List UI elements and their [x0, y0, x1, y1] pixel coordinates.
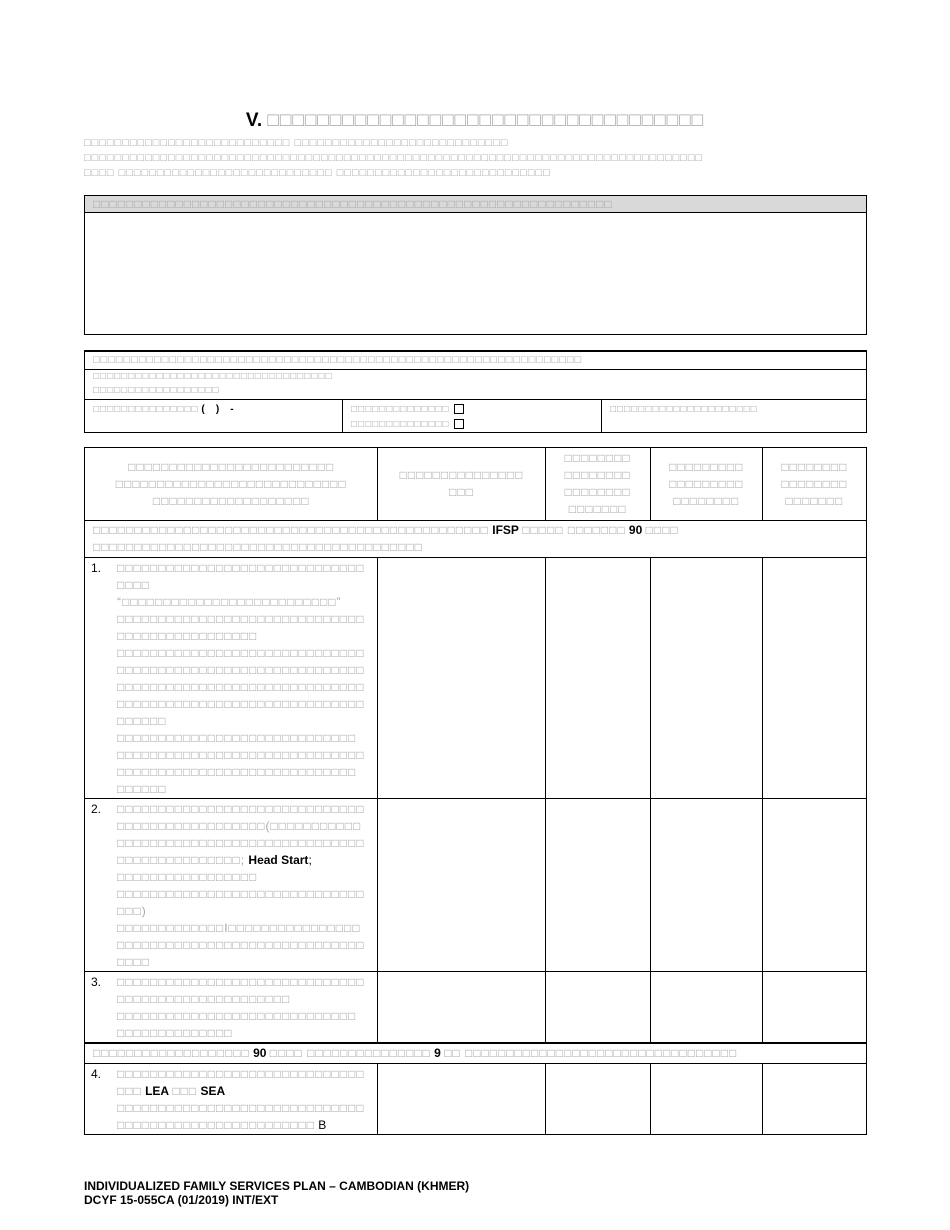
header-line: □□□□□□□□□□□□□□□	[399, 468, 524, 482]
contact-options	[343, 400, 602, 432]
step-line: □□□□□□□□□□□□□□□□□□□□□□□□□□□□□□	[117, 697, 365, 711]
step-line: □□□)	[117, 904, 147, 918]
step-line: □□□□□□□□□□□□□□□□□	[117, 629, 258, 643]
section-text: □□□□□□□□□□□□□□□□□□□	[93, 1046, 250, 1060]
option-label: □□□□□□□□□□□□□□	[351, 404, 450, 415]
step-line: □□□□□□□□□□□□□□□□□□□□□□□□□□□□□□	[117, 836, 365, 850]
header-line: □□□□□□□□□□□□□□□□□□□□□□□□□	[128, 459, 335, 474]
step-number: 4.	[91, 1067, 102, 1081]
header-line: □□□□□□□□	[673, 493, 740, 508]
option-label: □□□□□□□□□□□□□□	[351, 419, 450, 430]
contact-details-row	[85, 400, 866, 432]
contact-box	[84, 350, 867, 433]
table-cell[interactable]	[650, 972, 762, 1044]
option-checkbox[interactable]	[454, 404, 464, 414]
transition-steps-table	[84, 447, 867, 1135]
footer-form-title: INDIVIDUALIZED FAMILY SERVICES PLAN – CAMBODIAN (KHMER)	[84, 1179, 470, 1193]
section-row	[85, 521, 867, 558]
section-text: □□□□ □□□□□□□□□□□□□□□	[269, 1046, 431, 1060]
step-line: □□□□□□	[117, 714, 167, 728]
table-row	[85, 799, 867, 972]
step-number: 1.	[91, 561, 102, 575]
step-line: □□□□□□□□□□□□□□□□□	[117, 870, 258, 884]
header-line: □□□□□□□□	[781, 476, 848, 491]
step-line: □□□□□□□□□□□□□□□□□□□□□□□□□□□□□□	[117, 1067, 365, 1081]
contact-name-field[interactable]	[85, 370, 866, 400]
header-line: □□□□□□□□	[564, 451, 631, 465]
step-line: □□□□□□□□□□□□□□□;	[117, 853, 246, 867]
step-line: □□□□□□□□□□□□□□□□□□□□□□□□□□□□□□	[117, 802, 365, 816]
step-letter: B	[318, 1118, 327, 1132]
step-number: 2.	[91, 802, 102, 816]
section-bold: 90	[253, 1046, 267, 1060]
page-footer	[84, 1179, 469, 1207]
step-line: □□□□□□□□□□□□□□□□□□□□□□□□□□□□□□	[117, 887, 365, 901]
section-bold: 9	[434, 1046, 441, 1060]
step-line: □□□□□□□□□□□□□□□□□□□□□□□□	[117, 1118, 315, 1132]
header-line: □□□□□□□	[785, 493, 844, 508]
column-header	[762, 448, 866, 521]
table-row	[85, 1064, 867, 1135]
table-cell[interactable]	[545, 972, 650, 1044]
step-line: □□□□□□□□□□□□□□□□□□□□□	[117, 992, 291, 1006]
section-heading	[85, 521, 867, 558]
step-line: □□□□□□□□□□□□□□□□□□□□□□□□□□□□□□	[117, 561, 365, 575]
header-line: □□□□□□□□	[564, 468, 631, 482]
section-heading	[85, 1043, 867, 1064]
header-line: □□□□□□□□□	[669, 476, 744, 491]
step-line: □□□□□□□□□□□□□□□□□□(□□□□□□□□□□□	[117, 819, 362, 833]
intro-line: □□□□□□□□□□□□□□□□□□□□□□□□□□□□□□□□□□□□□□□□□□□□□□□□□□□□□□□□□□□□□□□□□□□□□□□□□□□□□□□□□	[84, 152, 704, 164]
section-bold: 90	[628, 523, 643, 537]
table-cell[interactable]	[378, 558, 545, 799]
notes-text-area[interactable]	[85, 213, 866, 333]
section-text: □□□□□ □□□□□□□	[522, 523, 626, 537]
step-description	[85, 799, 378, 972]
column-header	[650, 448, 762, 521]
step-bold: SEA	[200, 1084, 226, 1098]
step-line: □□□□	[117, 955, 150, 969]
step-line: □□□	[117, 1084, 142, 1098]
step-line: □□□	[172, 1084, 198, 1098]
header-line: □□□□□□□□□	[669, 459, 744, 474]
notes-box-header: □□□□□□□□□□□□□□□□□□□□□□□□□□□□□□□□□□□□□□□□□□□□□□□□□□□□□□□□□□□□□□□	[85, 196, 866, 213]
section-text: □□□□□□□□□□□□□□□□□□□□□□□□□□□□□□□□□□□□□□□□□□□□□□□□	[93, 523, 489, 537]
step-line: □□□□□□□□□□□□□□	[117, 1026, 233, 1040]
table-cell[interactable]	[545, 558, 650, 799]
step-line: □□□□□□□□□□□□□□□□□□□□□□□□□□□□□	[117, 765, 357, 779]
section-text: □□□□	[645, 523, 679, 537]
step-line: □□□□□□□□□□□□□□□□□□□□□□□□□□□□□	[117, 1009, 357, 1023]
step-line: □□□□	[117, 578, 150, 592]
table-cell[interactable]	[545, 1064, 650, 1135]
table-cell[interactable]	[378, 1064, 545, 1135]
step-description	[85, 1064, 378, 1135]
table-cell[interactable]	[650, 558, 762, 799]
step-line: □□□□□□□□□□□□□□□□□□□□□□□□□□□□□□	[117, 1101, 365, 1115]
step-line: □□□□□□	[117, 782, 167, 796]
contact-subline: □□□□□□□□□□□□□□□□□□	[93, 385, 220, 396]
phone-field[interactable]	[85, 400, 343, 432]
step-line: □□□□□□□□□□□□□□□□□□□□□□□□□□□□□□	[117, 748, 365, 762]
step-line: □□□□□□□□□□□□□□□□□□□□□□□□□□□□□□	[117, 938, 365, 952]
contact-subline: □□□□□□□□□□□□□□□□□□□□□□□□□□□□□□□□□□	[93, 371, 333, 382]
table-cell[interactable]	[378, 799, 545, 972]
table-cell[interactable]	[762, 558, 866, 799]
header-line: □□□□□□□	[568, 502, 627, 516]
table-cell[interactable]	[545, 799, 650, 972]
step-line: □□□□□□□□□□□□□□□□□□□□□□□□□□□□□□	[117, 612, 365, 626]
step-description	[85, 972, 378, 1044]
step-line: □□□□□□□□□□□□□□□□□□□□□□□□□□□□□□	[117, 663, 365, 677]
column-header	[545, 448, 650, 521]
step-bold: LEA	[145, 1084, 170, 1098]
phone-format: ( ) -	[201, 404, 234, 415]
title-prefix: V.	[245, 110, 263, 131]
header-line: □□□□□□□□	[564, 485, 631, 499]
table-row	[85, 972, 867, 1044]
table-cell[interactable]	[650, 1064, 762, 1135]
intro-paragraph	[84, 136, 869, 181]
table-row	[85, 558, 867, 799]
header-line: □□□□□□□□□□□□□□□□□□□□□□□□□□□□	[115, 476, 347, 491]
step-line: □□□□□□□□□□□□□I□□□□□□□□□□□□□□□□	[117, 921, 361, 935]
page-title	[0, 110, 950, 132]
table-cell[interactable]	[762, 1064, 866, 1135]
step-line: □□□□□□□□□□□□□□□□□□□□□□□□□□□□□	[117, 731, 357, 745]
table-cell[interactable]	[762, 799, 866, 972]
step-line: □□□□□□□□□□□□□□□□□□□□□□□□□□□□□□	[117, 646, 365, 660]
step-line: □□□□□□□□□□□□□□□□□□□□□□□□□□□□□□	[117, 680, 365, 694]
header-line: □□□□□□□□	[781, 459, 848, 474]
option-checkbox[interactable]	[454, 419, 464, 429]
step-bold: Head Start	[248, 853, 309, 867]
contact-box-header: □□□□□□□□□□□□□□□□□□□□□□□□□□□□□□□□□□□□□□□□□□□□□□□□□□□□□□□□□□□□□□□□	[85, 352, 866, 370]
table-cell[interactable]	[762, 972, 866, 1044]
column-header	[85, 448, 378, 521]
column-header	[378, 448, 545, 521]
table-cell[interactable]	[378, 972, 545, 1044]
notes-box	[84, 195, 867, 335]
step-line: “□□□□□□□□□□□□□□□□□□□□□□□□□□”	[117, 595, 342, 609]
header-line: □□□□□□□□□□□□□□□□□□□	[152, 493, 310, 508]
table-cell[interactable]	[650, 799, 762, 972]
step-line: □□□□□□□□□□□□□□□□□□□□□□□□□□□□□□	[117, 975, 365, 989]
date-label: □□□□□□□□□□□□□□□□□□□□□	[610, 404, 758, 415]
intro-line: □□□□ □□□□□□□□□□□□□□□□□□□□□□□□□□□□ □□□□□□□□□□□□□□□□□□□□□□□□□□□□	[84, 167, 551, 179]
step-number: 3.	[91, 975, 102, 989]
section-bold: IFSP	[492, 523, 519, 537]
table-header-row	[85, 448, 867, 521]
footer-form-number: DCYF 15-055CA (01/2019) INT/EXT	[84, 1193, 279, 1207]
section-text: □□□□□□□□□□□□□□□□□□□□□□□□□□□□□□□□□□□□□□□□	[93, 540, 423, 554]
date-field[interactable]	[602, 400, 866, 432]
section-row	[85, 1043, 867, 1064]
step-description	[85, 558, 378, 799]
intro-line: □□□□□□□□□□□□□□□□□□□□□□□□□□□ □□□□□□□□□□□□□□□□□□□□□□□□□□□□	[84, 137, 509, 149]
step-punct: ;	[308, 853, 312, 867]
header-line: □□□	[449, 485, 474, 499]
title-text: □□□□□□□□□□□□□□□□□□□□□□□□□□□□□□□□□□□	[267, 110, 705, 131]
section-text: □□ □□□□□□□□□□□□□□□□□□□□□□□□□□□□□□□□□	[444, 1046, 738, 1060]
phone-label: □□□□□□□□□□□□□□□	[93, 404, 199, 415]
